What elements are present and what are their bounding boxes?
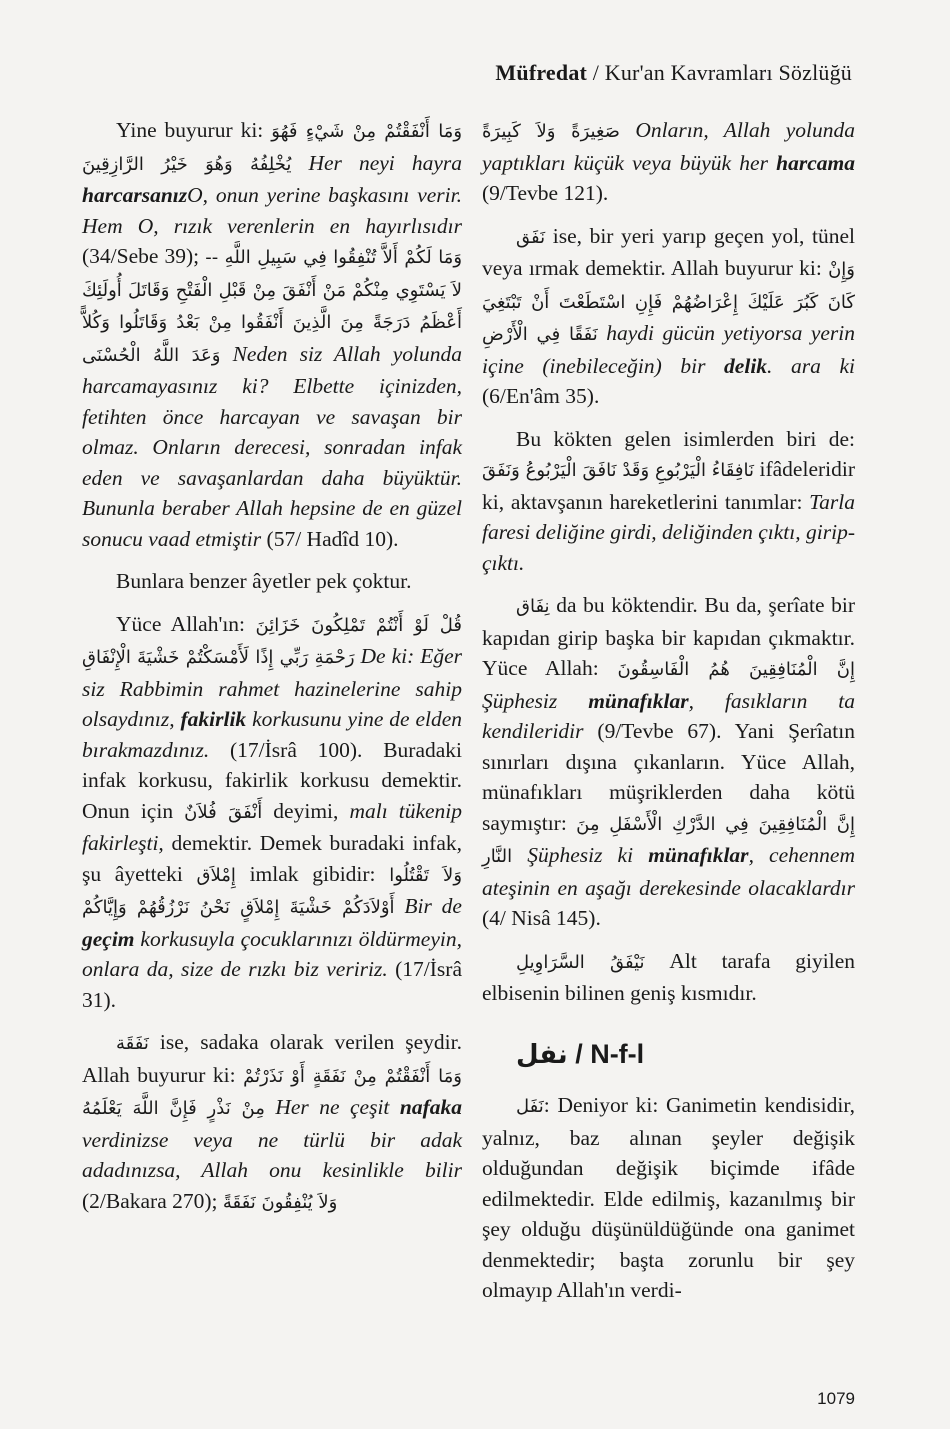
arabic-term: أَنْفَقَ فُلاَنٌ bbox=[184, 801, 263, 823]
translation: korkusunu yine de elden bırakmazdınız. bbox=[82, 707, 463, 762]
left-paragraph-1 bbox=[82, 115, 462, 554]
reference: (4/ Nisâ 145). bbox=[482, 906, 601, 930]
left-column bbox=[82, 115, 462, 1230]
reference: (34/Sebe 39); bbox=[82, 244, 200, 268]
page-number: 1079 bbox=[817, 1389, 855, 1408]
header-rest: / Kur'an Kavramları Sözlüğü bbox=[587, 60, 852, 85]
text: ise, sadaka olarak verilen şeydir. Allah buyurur ki: bbox=[82, 1030, 462, 1087]
arabic-term: نَفَل bbox=[516, 1096, 544, 1117]
text: ifâdeleridir ki, aktavşanın hareketlerini tanımlar: bbox=[482, 457, 856, 514]
translation: De ki: Eğer siz Rabbimin rahmet hazinelerine sahip olsaydınız, bbox=[82, 644, 462, 731]
heading-latin: / N-f-l bbox=[567, 1038, 645, 1069]
text: Bu kökten gelen isimlerden biri de: bbox=[516, 426, 855, 451]
italic-text: malı tükenip fakirleşti, bbox=[82, 798, 463, 855]
translation-emphasis: harcama bbox=[776, 150, 855, 175]
translation: Onların, Allah yolunda yaptıkları küçük veya büyük her bbox=[482, 118, 855, 175]
arabic-term: إِمْلاَق bbox=[196, 864, 236, 886]
translation: Neden siz Allah yolunda harcamayasınız ki? Elbette içinizden, fetihten önce harcayan ve savaşan bir olmaz. Onların derecesi, sonradan infak eden ve savaşanlardan daha büyüktür. Bununla beraber Allah hepsine de en güzel sonucu vaad etmiştir bbox=[82, 341, 463, 551]
translation: O, onun yerine başkasını verir. Hem O, rızık verenlerin en hayırlısıdır bbox=[82, 183, 462, 238]
text: Alt tarafa giyilen elbisenin bilinen geniş kısmıdır. bbox=[482, 948, 856, 1005]
section-heading bbox=[516, 1039, 855, 1071]
arabic-verse: إِنَّ الْمُنَافِقِينَ فِي الدَّرْكِ الْأَسْفَلِ مِنَ النَّارِ bbox=[482, 813, 856, 867]
arabic-verse: وَلاَ يُنْفِقُونَ نَفَقَةً bbox=[222, 1191, 338, 1213]
arabic-term: نِفَاق bbox=[516, 596, 550, 617]
left-paragraph-3 bbox=[82, 609, 462, 1016]
translation-emphasis: delik bbox=[724, 353, 768, 378]
translation-emphasis: nafaka bbox=[399, 1095, 462, 1119]
translation: haydi gücün yetiyorsa yerin içine (inebileceğin) bir bbox=[482, 321, 855, 378]
text: ise, bir yeri yarıp geçen yol, tünel veya ırmak demektir. Allah buyurur ki: bbox=[482, 223, 855, 280]
italic-text: Tarla faresi deliğine girdi, deliğinden çıktı, girip-çıktı. bbox=[482, 489, 855, 575]
translation: Her ne çeşit bbox=[275, 1095, 390, 1119]
arabic-verse: قُلْ لَوْ أَنْتُمْ تَمْلِكُونَ خَزَائِنَ رَحْمَةِ رَبِّي إِذًا لَأَمْسَكْتُمْ خَشْيَةَ الْإِنْفَاقِ bbox=[82, 614, 463, 668]
right-paragraph-2 bbox=[482, 221, 855, 412]
reference: (6/En'âm 35). bbox=[482, 384, 600, 408]
arabic-verse: إِنَّ الْمُنَافِقِينَ هُمُ الْفَاسِقُونَ bbox=[617, 659, 855, 680]
text: : Deniyor ki: Ganimetin kendisidir, yalnız, baz alınan şeyler değişik olduğundan değişik biçimde ifâde edilmektedir. Elde edilmiş, kazanılmış bir şey olduğu düşünüldüğünde ona ganimet denmektedir; başta zorunlu bir şey olmayıp Allah'ın verdi- bbox=[482, 1093, 855, 1302]
heading-arabic: نفل bbox=[516, 1039, 568, 1070]
reference: (17/İsrâ 100). Buradaki infak korkusu, fakirlik korkusu demektir. Onun için bbox=[82, 737, 462, 823]
reference: (17/İsrâ 31). bbox=[82, 957, 462, 1012]
arabic-verse: وَمَا أَنْفَقْتُمْ مِنْ نَفَقَةٍ أَوْ نَذَرْتُمْ مِنْ نَذْرٍ فَإِنَّ اللَّهَ يَعْلَمُهُ bbox=[82, 1065, 462, 1119]
arabic-phrase: نَافِقَاءُ الْيَرْبُوعِ وَقَدْ نَافَقَ الْيَرْبُوعُ وَنَفَقَ bbox=[482, 460, 754, 481]
text: Yine buyurur ki: bbox=[116, 118, 264, 142]
translation: Bir de bbox=[404, 894, 462, 918]
translation: Şüphesiz bbox=[482, 688, 558, 713]
reference: (2/Bakara 270); bbox=[82, 1188, 218, 1213]
reference: (9/Tevbe 121). bbox=[482, 181, 609, 205]
text: Yüce Allah'ın: bbox=[116, 611, 246, 636]
right-column bbox=[482, 115, 855, 1318]
right-paragraph-1 bbox=[482, 115, 855, 209]
translation: , fasıkların ta kendileridir bbox=[482, 688, 855, 743]
translation-emphasis: münafıklar bbox=[648, 843, 749, 867]
text: imlak gibidir: bbox=[249, 861, 376, 886]
arabic-term: نَفَقَة bbox=[116, 1033, 149, 1054]
text: deyimi, bbox=[273, 798, 339, 823]
arabic-term: نَيْفَقُ السَّرَاوِيلِ bbox=[516, 951, 645, 973]
right-paragraph-4 bbox=[482, 590, 855, 934]
translation-emphasis: fakirlik bbox=[180, 707, 247, 731]
translation: korkusuyla çocuklarınızı öldürmeyin, onlara da, size de rızkı biz veririz. bbox=[82, 926, 462, 981]
translation: verdinizse veya ne türlü bir adak adadınızsa, Allah onu kesinlikle bilir bbox=[82, 1127, 462, 1182]
arabic-term: نَفَق bbox=[516, 226, 546, 248]
text: da bu köktendir. Bu da, şerîate bir kapıdan girip başka bir kapıdan çıkmaktır. Yüce Allah: bbox=[482, 593, 856, 680]
reference: (9/Tevbe 67). Yani Şerîatın sınırları dışına çıkanların. Yüce Allah, münafıkları müşriklerden daha kötü saymıştır: bbox=[482, 719, 855, 835]
right-paragraph-5 bbox=[482, 946, 855, 1009]
translation-emphasis: münafıklar bbox=[588, 688, 689, 713]
translation-emphasis: harcarsanız bbox=[82, 183, 188, 207]
arabic-verse: صَغِيرَةً وَلاَ كَبِيرَةً bbox=[482, 121, 620, 142]
reference: (57/ Hadîd 10). bbox=[266, 526, 399, 551]
text: demektir. Demek buradaki infak, şu âyetteki bbox=[82, 831, 462, 886]
translation: Şüphesiz ki bbox=[527, 843, 634, 867]
header-bold: Müfredat bbox=[495, 60, 588, 85]
running-header bbox=[495, 60, 852, 86]
left-paragraph-4 bbox=[82, 1027, 462, 1218]
arabic-verse: وَإِنْ كَانَ كَبُرَ عَلَيْكَ إِعْرَاضُهُمْ فَإِنِ اسْتَطَعْتَ أَنْ تَبْتَغِيَ نَفَقًا فِي الْأَرْضِ bbox=[482, 259, 855, 345]
translation: Her neyi hayra bbox=[308, 150, 462, 175]
arabic-verse: وَمَا لَكُمْ أَلاَّ تُنْفِقُوا فِي سَبِيلِ اللَّهِ -- لاَ يَسْتَوِي مِنْكُمْ مَنْ أَنْفَقَ مِنْ قَبْلِ الْفَتْحِ وَقَاتَلَ أُولَئِكَ أَعْظَمُ دَرَجَةً مِنَ الَّذِينَ أَنْفَقُوا مِنْ بَعْدُ وَقَاتَلُوا وَكُلاًّ وَعَدَ اللَّهُ الْحُسْنَى bbox=[82, 247, 463, 366]
left-paragraph-2: Bunlara benzer âyetler pek çoktur. bbox=[116, 569, 412, 593]
right-paragraph-6 bbox=[482, 1090, 855, 1306]
translation: . ara ki bbox=[767, 353, 855, 378]
arabic-verse: وَلاَ تَقْتُلُوا أَوْلاَدَكُمْ خَشْيَةَ إِمْلاَقٍ نَحْنُ نَرْزُقُهُمْ وَإِيَّاكُمْ bbox=[82, 864, 463, 918]
right-paragraph-3 bbox=[482, 424, 855, 579]
arabic-verse: وَمَا أَنْفَقْتُمْ مِنْ شَيْءٍ فَهُوَ يُخْلِفُهُ وَهُوَ خَيْرُ الرَّازِقِينَ bbox=[82, 121, 463, 175]
translation: , cehennem ateşinin en aşağı derekesinde olacaklardır bbox=[482, 843, 855, 900]
translation-emphasis: geçim bbox=[82, 926, 135, 951]
